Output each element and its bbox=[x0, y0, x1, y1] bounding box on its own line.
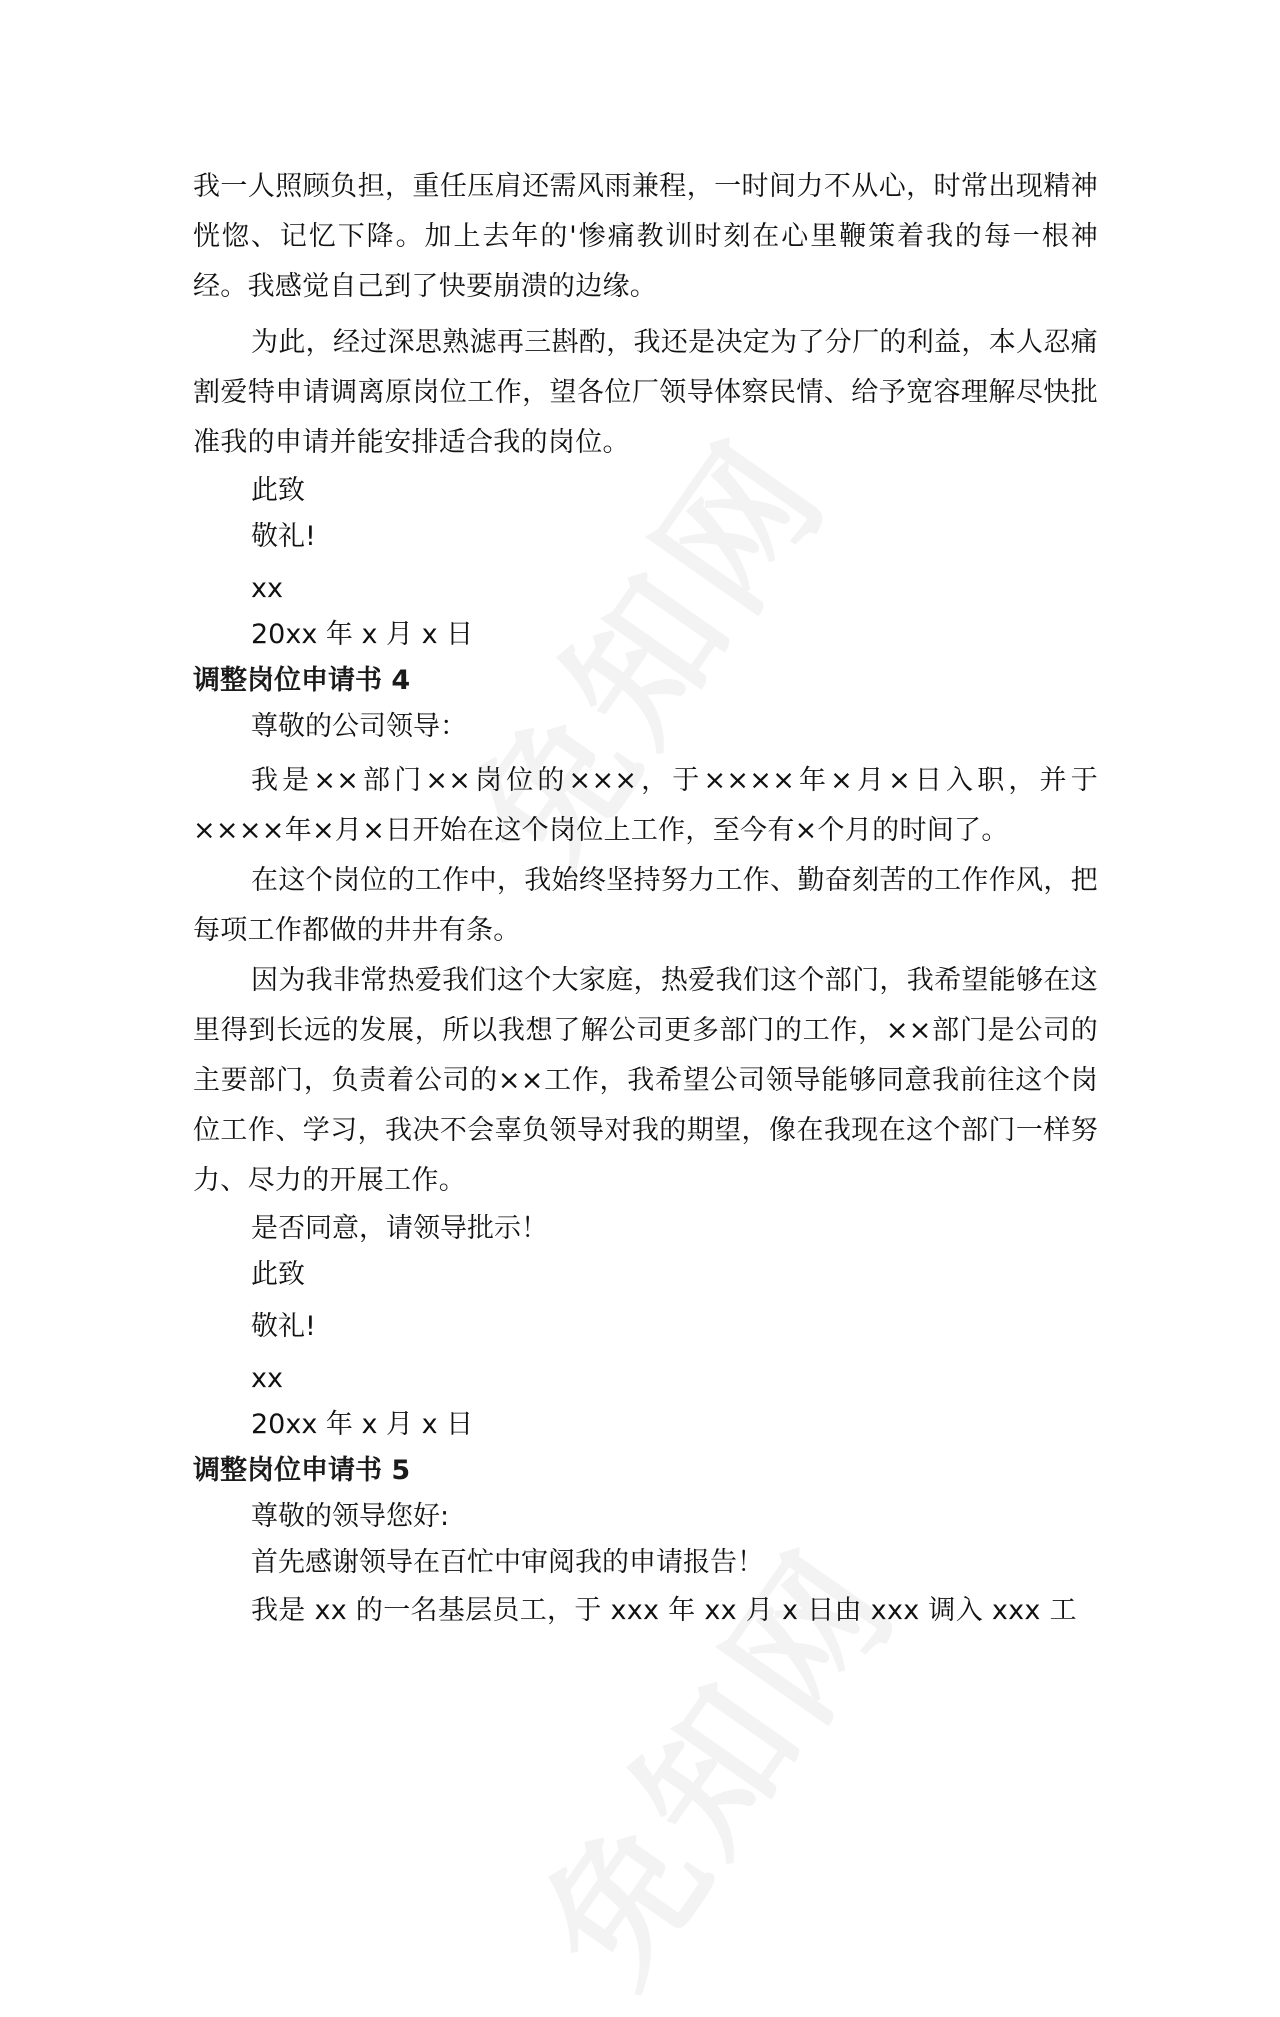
thanks-line: 首先感谢领导在百忙中审阅我的申请报告！ bbox=[251, 1547, 764, 1578]
closing-line: 此致 bbox=[251, 475, 305, 506]
date: 20xx 年 x 月 x 日 bbox=[251, 1409, 474, 1440]
closing-line: 敬礼! bbox=[251, 521, 316, 552]
salutation: 尊敬的公司领导： bbox=[251, 711, 467, 742]
signature: xx bbox=[251, 1363, 283, 1394]
document-page bbox=[193, 162, 1098, 1636]
signature: xx bbox=[251, 573, 283, 604]
closing-line: 敬礼! bbox=[251, 1311, 316, 1342]
paragraph: 为此，经过深思熟滤再三斟酌，我还是决定为了分厂的利益，本人忍痛割爱特申请调离原岗位工作，望各位厂领导体察民情、给予宽容理解尽快批准我的申请并能安排适合我的岗位。 bbox=[193, 327, 1098, 458]
paragraph: 我是 xx 的一名基层员工，于 xxx 年 xx 月 x 日由 xxx 调入 xxx 工 bbox=[251, 1595, 1077, 1626]
paragraph: 在这个岗位的工作中，我始终坚持努力工作、勤奋刻苦的工作作风，把每项工作都做的井井有条。 bbox=[193, 865, 1098, 946]
paragraph: 我一人照顾负担，重任压肩还需风雨兼程，一时间力不从心，时常出现精神恍惚、记忆下降。加上去年的'惨痛教训时刻在心里鞭策着我的每一根神经。我感觉自己到了快要崩溃的边缘。 bbox=[193, 171, 1098, 302]
section-title: 调整岗位申请书 5 bbox=[193, 1455, 411, 1486]
salutation: 尊敬的领导您好: bbox=[251, 1501, 450, 1532]
paragraph: 因为我非常热爱我们这个大家庭，热爱我们这个部门，我希望能够在这里得到长远的发展，所以我想了解公司更多部门的工作，××部门是公司的主要部门，负责着公司的××工作，我希望公司领导能够同意我前往这个岗位工作、学习，我决不会辜负领导对我的期望，像在我现在这个部门一样努力、尽力的开展工作。 bbox=[193, 965, 1098, 1196]
closing-line: 此致 bbox=[251, 1259, 305, 1290]
paragraph: 我是××部门××岗位的×××，于××××年×月×日入职，并于××××年×月×日开始在这个岗位上工作，至今有×个月的时间了。 bbox=[193, 765, 1098, 846]
date: 20xx 年 x 月 x 日 bbox=[251, 619, 474, 650]
request-line: 是否同意，请领导批示！ bbox=[251, 1213, 548, 1244]
section-title: 调整岗位申请书 4 bbox=[193, 665, 411, 696]
